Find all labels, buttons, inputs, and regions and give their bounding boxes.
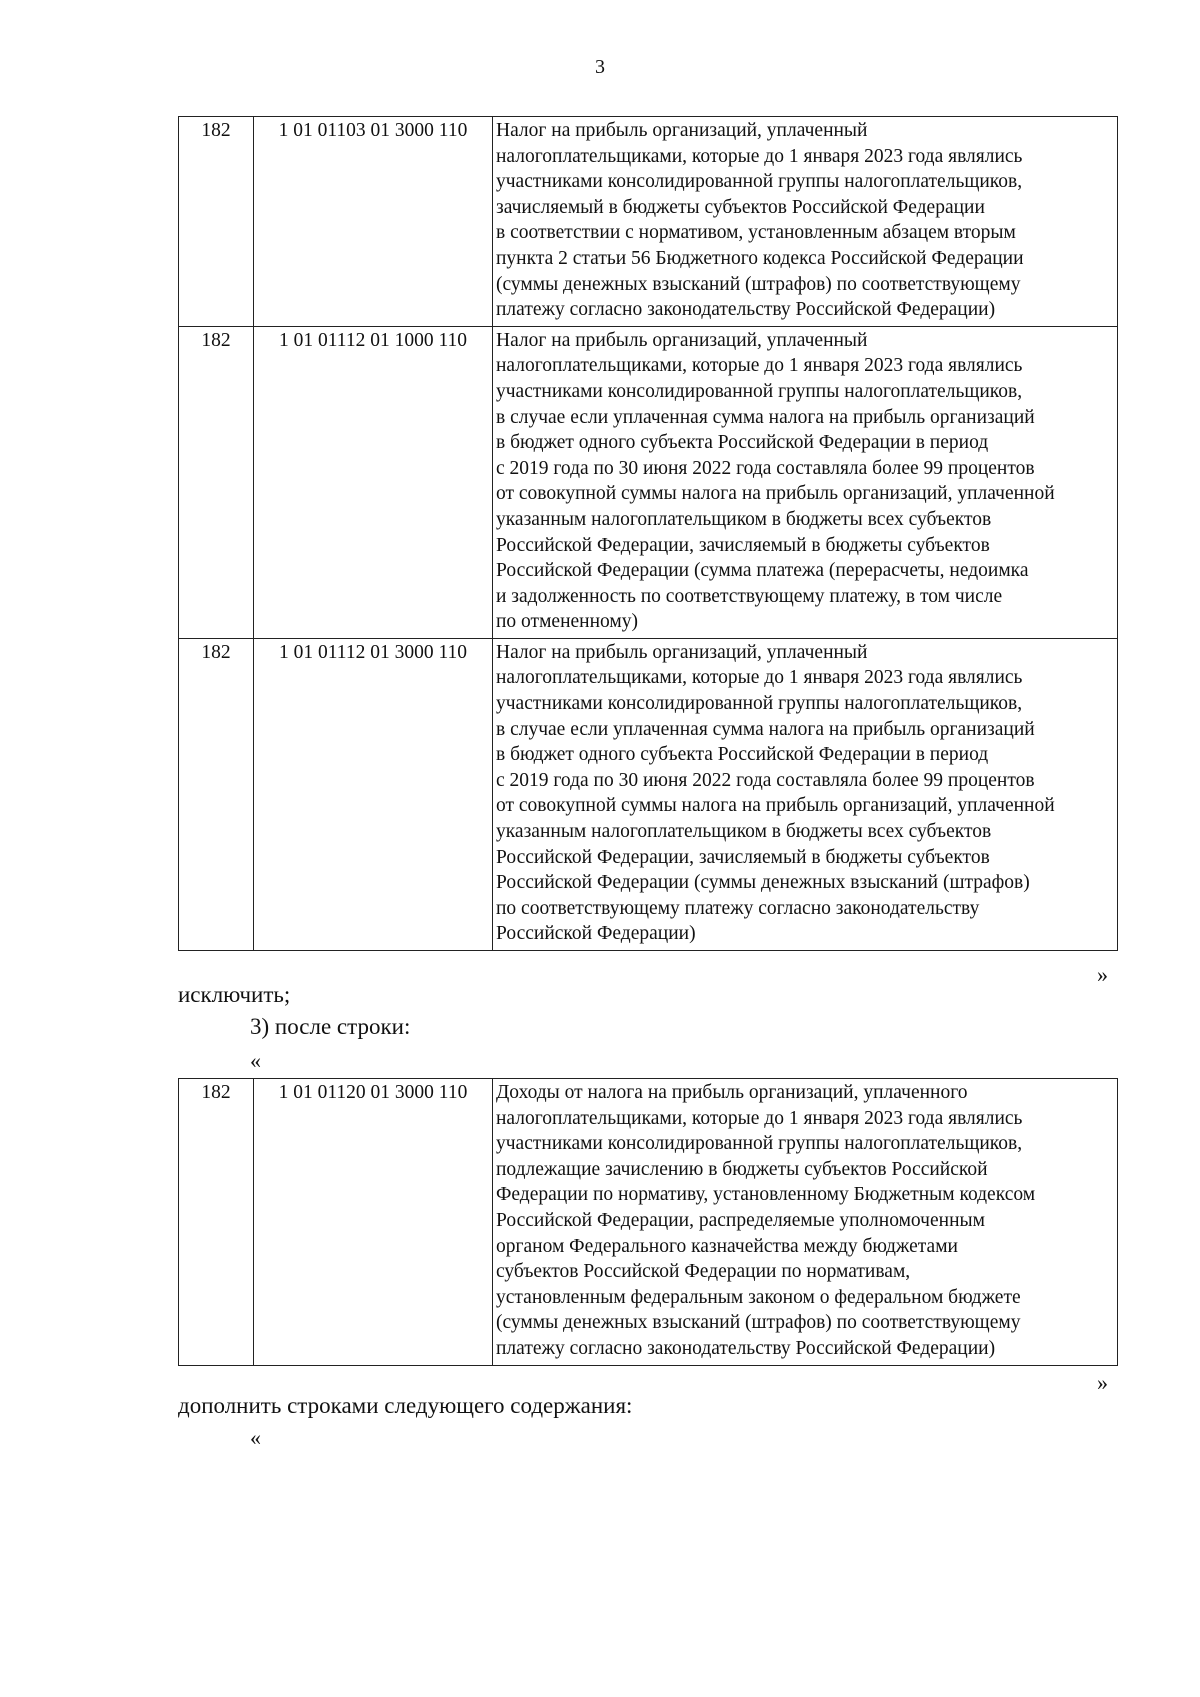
page-number: 3 xyxy=(595,56,605,78)
admin-code-cell: 182 xyxy=(179,1079,254,1366)
anchor-row-table xyxy=(178,1078,1118,1366)
opening-quote: « xyxy=(250,1425,261,1450)
admin-code-cell: 182 xyxy=(179,638,254,950)
budget-classification-code-cell: 1 01 01112 01 1000 110 xyxy=(254,326,493,638)
supplement-instruction: дополнить строками следующего содержания: xyxy=(178,1393,633,1418)
exclude-instruction: исключить; xyxy=(178,982,291,1007)
income-name-cell: Налог на прибыль организаций, уплаченный налогоплательщиками, которые до 1 января 2023 года являлись участниками консолидированной группы налогоплательщиков, в случае если уплаченная сумма налога на прибыль организаций в бюджет одного субъекта Российской Федерации в период с 2019 года по 30 июня 2022 года составляла более 99 процентов от совокупной суммы налога на прибыль организаций, уплаченной указанным налогоплательщиком в бюджеты всех субъектов Российской Федерации, зачисляемый в бюджеты субъектов Российской Федерации (сумма платежа (перерасчеты, недоимка и задолженность по соответствующему платежу, в том числе по отмененному) xyxy=(493,326,1118,638)
income-name-cell: Доходы от налога на прибыль организаций, уплаченного налогоплательщиками, которые до 1 января 2023 года являлись участниками консолидированной группы налогоплательщиков, подлежащие зачислению в бюджеты субъектов Российской Федерации по нормативу, установленному Бюджетным кодексом Российской Федерации, распределяемые уполномоченным органом Федерального казначейства между бюджетами субъектов Российской Федерации по нормативам, установленным федеральным законом о федеральном бюджете (суммы денежных взысканий (штрафов) по соответствующему платежу согласно законодательству Российской Федерации) xyxy=(493,1079,1118,1366)
income-name-cell: Налог на прибыль организаций, уплаченный налогоплательщиками, которые до 1 января 2023 года являлись участниками консолидированной группы налогоплательщиков, зачисляемый в бюджеты субъектов Российской Федерации в соответствии с нормативом, установленным абзацем вторым пункта 2 статьи 56 Бюджетного кодекса Российской Федерации (суммы денежных взысканий (штрафов) по соответствующему платежу согласно законодательству Российской Федерации) xyxy=(493,117,1118,327)
table-row xyxy=(179,1079,1118,1366)
income-name-cell: Налог на прибыль организаций, уплаченный налогоплательщиками, которые до 1 января 2023 года являлись участниками консолидированной группы налогоплательщиков, в случае если уплаченная сумма налога на прибыль организаций в бюджет одного субъекта Российской Федерации в период с 2019 года по 30 июня 2022 года составляла более 99 процентов от совокупной суммы налога на прибыль организаций, уплаченной указанным налогоплательщиком в бюджеты всех субъектов Российской Федерации, зачисляемый в бюджеты субъектов Российской Федерации (суммы денежных взысканий (штрафов) по соответствующему платежу согласно законодательству Российской Федерации) xyxy=(493,638,1118,950)
admin-code-cell: 182 xyxy=(179,117,254,327)
admin-code-cell: 182 xyxy=(179,326,254,638)
excluded-rows-table xyxy=(178,116,1118,951)
budget-classification-code-cell: 1 01 01112 01 3000 110 xyxy=(254,638,493,950)
closing-quote: » xyxy=(1097,962,1108,987)
closing-quote: » xyxy=(1097,1370,1108,1395)
table-row xyxy=(179,117,1118,327)
opening-quote: « xyxy=(250,1048,261,1073)
table-row xyxy=(179,326,1118,638)
table-row xyxy=(179,638,1118,950)
budget-classification-code-cell: 1 01 01103 01 3000 110 xyxy=(254,117,493,327)
item-3-heading: 3) после строки: xyxy=(250,1014,411,1039)
budget-classification-code-cell: 1 01 01120 01 3000 110 xyxy=(254,1079,493,1366)
